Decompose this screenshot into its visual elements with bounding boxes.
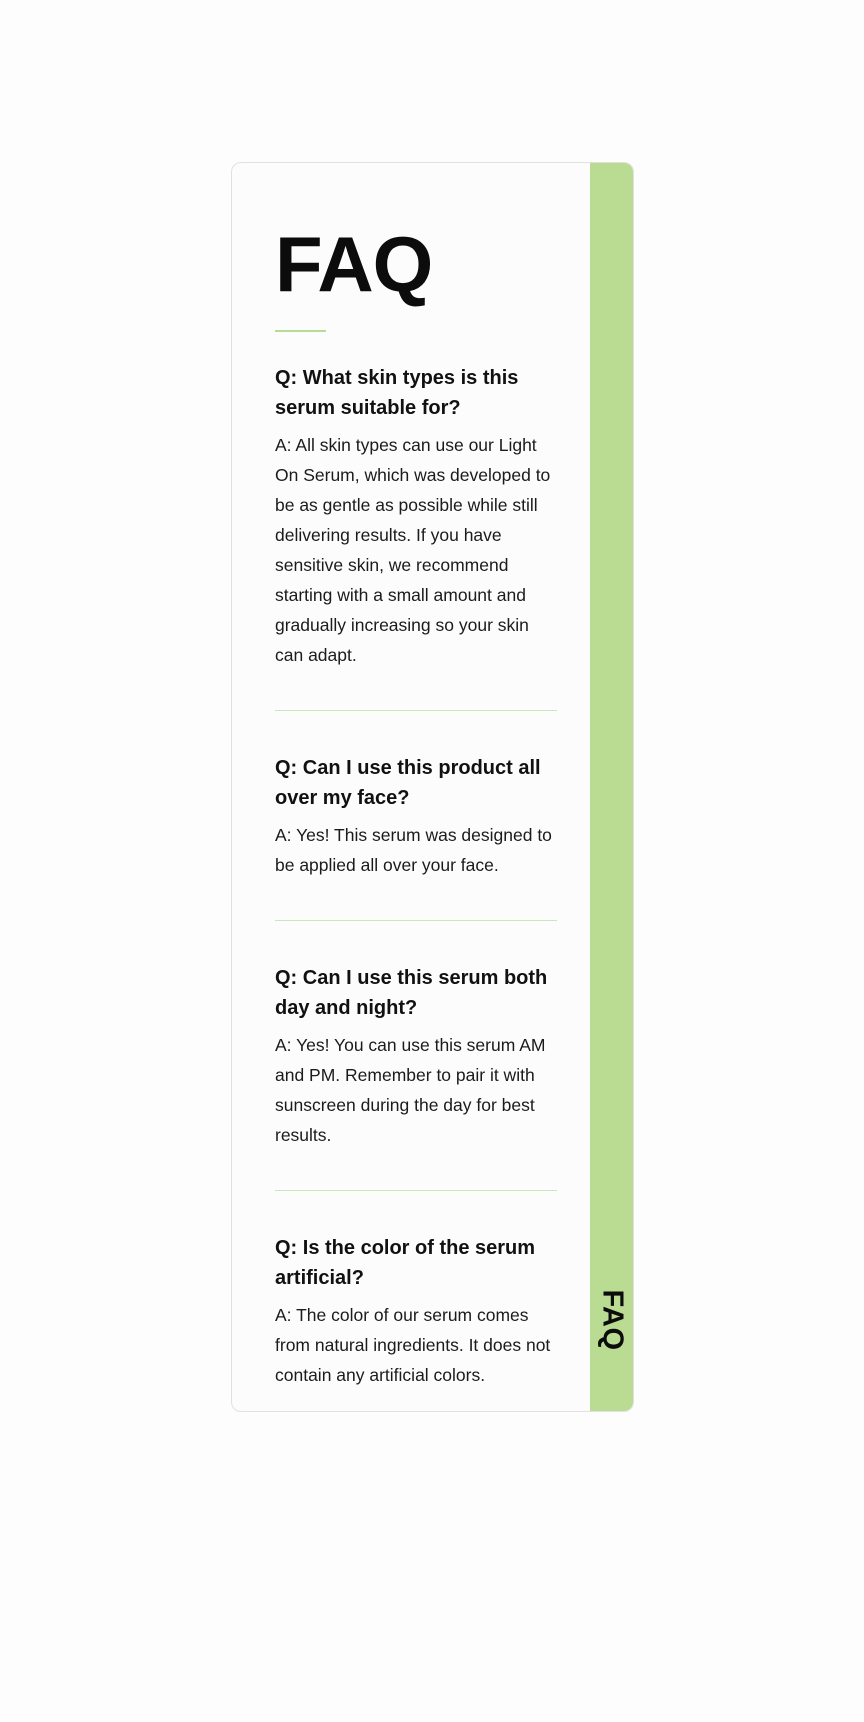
faq-question: Q: Is the color of the serum artificial? [275,1237,536,1289]
faq-item [275,753,557,880]
faq-card [231,162,634,1412]
faq-question: Q: What skin types is this serum suitable for? [275,367,519,419]
faq-side-tab[interactable] [590,163,633,1411]
faq-answer: A: Yes! This serum was designed to be applied all over your face. [275,825,552,875]
faq-answer: A: Yes! You can use this serum AM and PM. Remember to pair it with sunscreen during the day for best results. [275,1035,546,1145]
faq-answer: A: The color of our serum comes from natural ingredients. It does not contain any artificial colors. [275,1305,551,1385]
faq-item [275,1233,557,1390]
side-tab-label: FAQ [596,1289,628,1351]
faq-list [275,363,557,1390]
faq-divider [275,710,557,711]
faq-content [275,163,557,1390]
faq-divider [275,920,557,921]
title-underline [275,330,326,332]
faq-answer: A: All skin types can use our Light On Serum, which was developed to be as gentle as possible while still delivering results. If you have sensitive skin, we recommend starting with a small amount and gradually increasing so your skin can adapt. [275,435,551,665]
faq-item [275,363,557,670]
faq-title: FAQ [275,220,433,308]
faq-question: Q: Can I use this product all over my face? [275,757,541,809]
faq-item [275,963,557,1150]
faq-question: Q: Can I use this serum both day and night? [275,967,548,1019]
faq-divider [275,1190,557,1191]
